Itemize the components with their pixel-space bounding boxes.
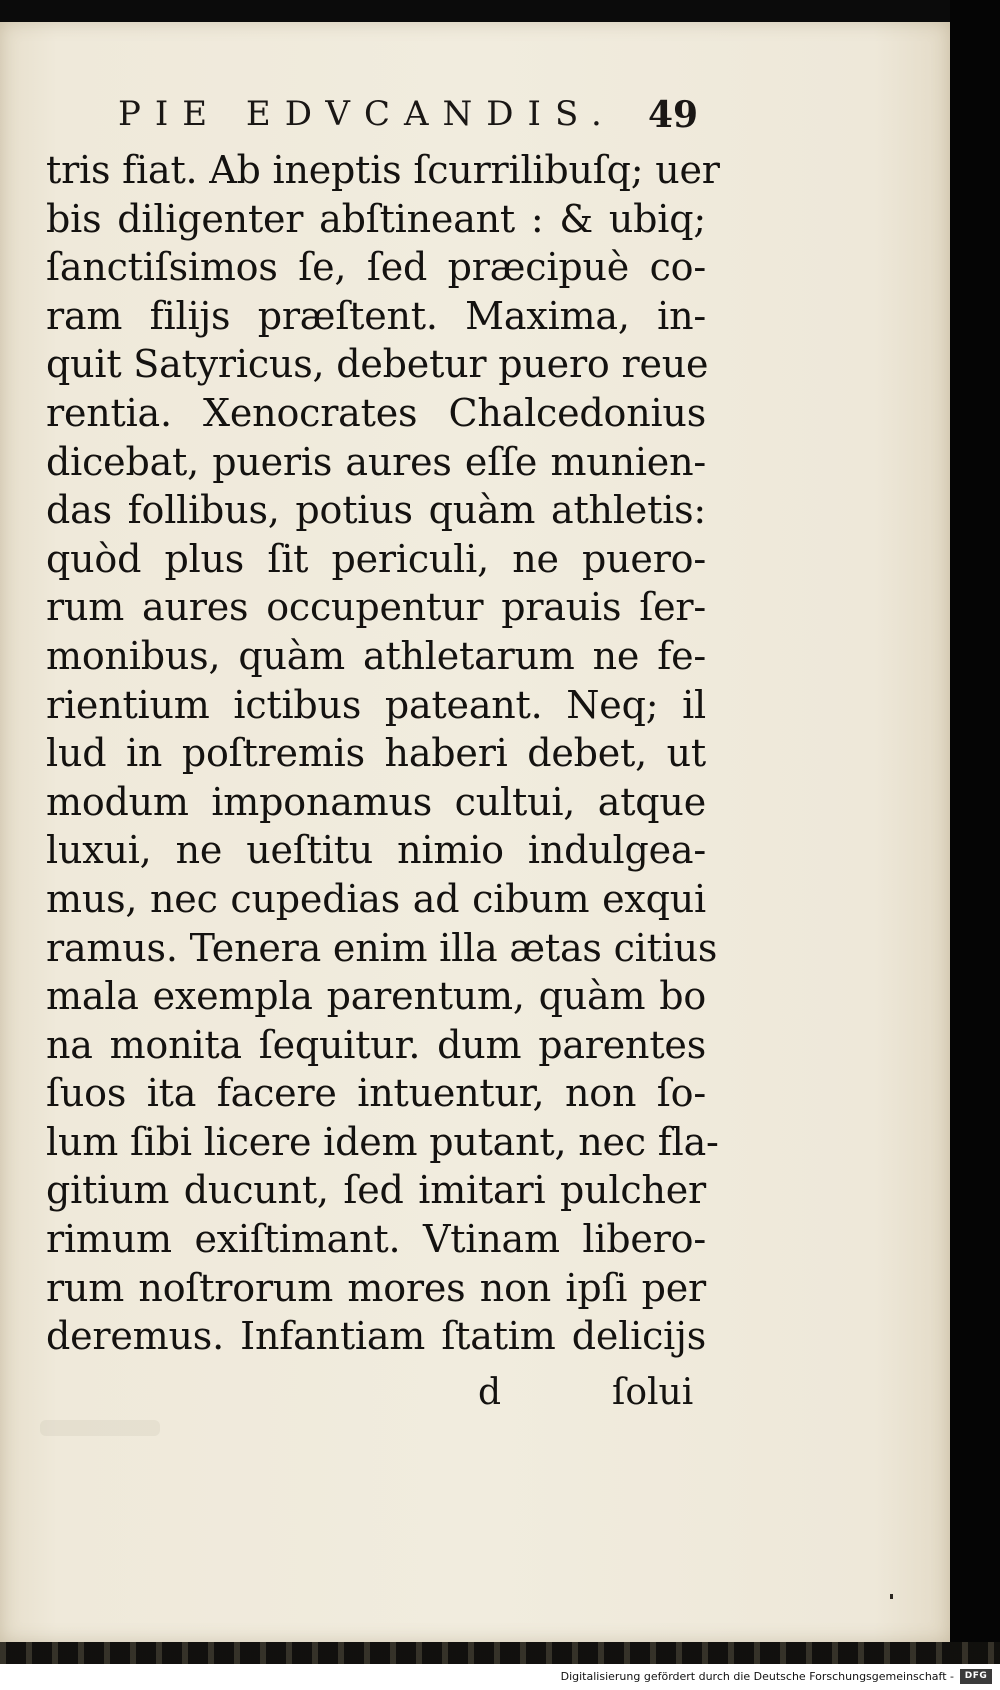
body-text [46,146,720,1361]
page-number: 49 [648,94,699,136]
signature-mark: d [478,1372,502,1413]
text-line: deremus. Infantiam ſtatim delicijs [46,1314,706,1359]
scan-ruler-strip [0,1642,1000,1664]
running-head: PIE EDVCANDIS. [118,94,616,134]
text-line: rientium ictibus pateant. Neq; il [46,682,706,727]
text-line: ramus. Tenera enim illa ætas citius [46,925,718,970]
text-line: bis diligenter abſtineant : & ubiq; [46,196,706,241]
catchword: ſolui [612,1372,694,1413]
text-line: rum aures occupentur prauis ſer- [46,585,706,630]
text-line: rum noſtrorum mores non ipſi per [46,1265,706,1310]
text-line: ſuos ita facere intuentur, non ſo- [46,1071,706,1116]
text-line: monibus, quàm athletarum ne fe- [46,633,706,678]
text-line: lum ſibi licere idem putant, nec fla- [46,1119,719,1164]
text-line: rentia. Xenocrates Chalcedonius [46,390,706,435]
text-line: quit Satyricus, debetur puero reue [46,342,709,387]
text-line: na monita ſequitur. dum parentes [46,1022,706,1067]
text-line: ram filijs præſtent. Maxima, in- [46,293,706,338]
text-line: modum imponamus cultui, atque [46,779,706,824]
text-line: mala exempla parentum, quàm bo [46,974,706,1019]
text-line: das follibus, potius quàm athletis: [46,488,706,533]
text-line: luxui, ne ueſtitu nimio indulgea- [46,828,706,873]
text-line: lud in poſtremis haberi debet, ut [46,731,706,776]
ink-speck [890,1594,893,1599]
text-line: ſanctiſsimos ſe, ſed præcipuè co- [46,245,706,290]
digitization-credit: Digitalisierung gefördert durch die Deutsche Forschungsgemeinschaft - [560,1670,954,1683]
text-line: gitium ducunt, ſed imitari pulcher [46,1168,706,1213]
dfg-logo: DFG [960,1669,992,1684]
text-line: rimum exiſtimant. Vtinam libero- [46,1217,706,1262]
text-line: quòd plus ſit periculi, ne puero- [46,536,706,581]
scan-edge [950,0,1000,1690]
show-through-mark [40,1420,160,1436]
text-line: dicebat, pueris aures eſſe munien- [46,439,706,484]
text-line: tris fiat. Ab ineptis ſcurrilibuſq; uer [46,148,720,192]
text-line: mus, nec cupedias ad cibum exqui [46,876,706,921]
